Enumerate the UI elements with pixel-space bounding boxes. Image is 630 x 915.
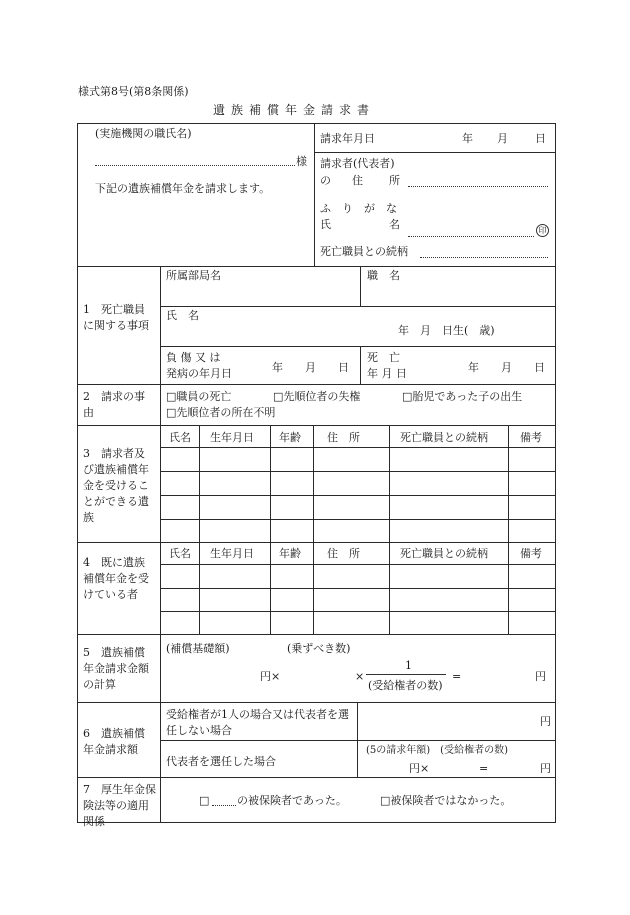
case-rep-label: 代表者を選任した場合 (166, 755, 276, 768)
death-date: 年 月 日 (468, 361, 545, 374)
sec4-col-name: 氏名 (169, 547, 191, 560)
claimant-name-field[interactable] (408, 236, 534, 237)
sec3-label: 3 請求者及び遺族補償年金を受けることができる遺族 (83, 447, 149, 524)
org-label: (実施機関の職氏名) (95, 127, 192, 140)
sec3-col-relation: 死亡職員との続柄 (400, 431, 488, 444)
sec2-label: 2 請求の事由 (83, 390, 145, 419)
sama-label: 様 (296, 155, 307, 168)
request-text: 下記の遺族補償年金を請求します。 (95, 182, 271, 195)
formula-header: (5の請求年額) (受給権者の数) (366, 745, 508, 756)
frame-top (77, 123, 556, 124)
sec3-col-notes: 備考 (520, 431, 542, 444)
dept-label: 所属部局名 (166, 269, 221, 282)
relation-label: 死亡職員との続柄 (320, 245, 408, 258)
request-date-label: 請求年月日 (320, 132, 375, 145)
frame-right (555, 123, 556, 823)
sec5-label: 5 遺族補償年金請求金額の計算 (83, 646, 149, 691)
sec4-col-notes: 備考 (520, 547, 542, 560)
case-single-label: 受給権者が1人の場合又は代表者を選任しない場合 (166, 708, 349, 737)
reason-forfeit[interactable]: □先順位者の失権 (273, 390, 361, 403)
relation-field[interactable] (420, 257, 548, 258)
insured-option-text: の被保険者であった。 (237, 794, 347, 807)
insured-option-box[interactable]: □ (199, 794, 210, 807)
sec4-col-age: 年齢 (279, 547, 301, 560)
sec4-col-relation: 死亡職員との続柄 (400, 547, 488, 560)
birth-label: 年 月 日生( 歳) (398, 324, 495, 337)
injury-date: 年 月 日 (272, 361, 349, 374)
form-number: 様式第8号(第8条関係) (78, 85, 189, 98)
form-title: 遺族補償年金請求書 (213, 103, 376, 117)
sec3-col-birth: 生年月日 (210, 431, 254, 444)
reason-death[interactable]: □職員の死亡 (166, 390, 232, 403)
sec3-col-address: 住 所 (327, 431, 360, 444)
sec4-col-address: 住 所 (327, 547, 360, 560)
reason-birth[interactable]: □胎児であった子の出生 (402, 390, 523, 403)
multiplier-label: (乗ずべき数) (287, 642, 351, 655)
claimant-label: 請求者(代表者) (320, 157, 395, 170)
seal-mark: 印 (536, 224, 549, 237)
frame-left (77, 123, 78, 823)
sec7-label: 7 厚生年金保険法等の適用関係 (83, 783, 156, 828)
sec4-label: 4 既に遺族補償年金を受けている者 (83, 556, 149, 601)
base-amount-label: (補償基礎額) (166, 642, 230, 655)
sec3-col-name: 氏名 (169, 431, 191, 444)
sec3-col-age: 年齢 (279, 431, 301, 444)
deceased-name-label: 氏 名 (166, 309, 199, 322)
reason-missing[interactable]: □先順位者の所在不明 (166, 406, 276, 419)
org-name-field[interactable] (95, 165, 295, 166)
not-insured-option[interactable]: □被保険者ではなかった。 (380, 794, 512, 807)
sec4-col-birth: 生年月日 (210, 547, 254, 560)
sec6-label: 6 遺族補償年金請求額 (83, 727, 145, 756)
insurance-law-field[interactable] (212, 805, 236, 806)
post-label: 職 名 (367, 269, 400, 282)
furigana-label: ふ り が な (320, 202, 397, 215)
address-field[interactable] (408, 186, 548, 187)
sec1-label: 1 死亡職員に関する事項 (83, 303, 149, 332)
fraction-bar (366, 674, 446, 675)
